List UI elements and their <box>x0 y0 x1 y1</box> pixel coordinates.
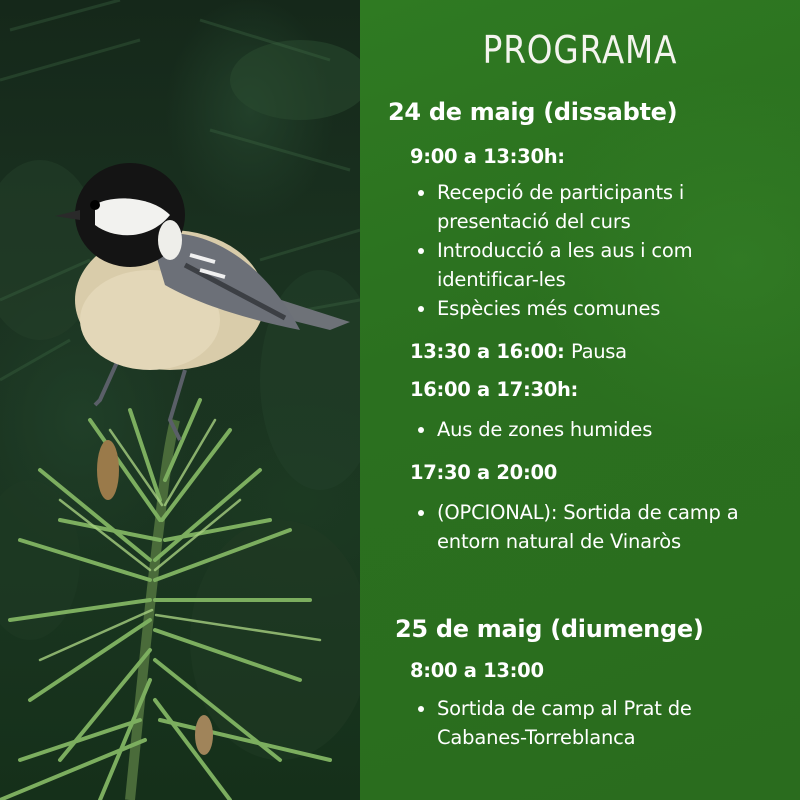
coal-tit-illustration <box>0 0 360 800</box>
session-time: 8:00 a 13:00 <box>410 659 544 682</box>
session-time-label: 13:30 a 16:00: <box>410 340 565 363</box>
session-items <box>416 498 786 556</box>
day-heading: 25 de maig (diumenge) <box>395 615 704 643</box>
session-time: 17:30 a 20:00 <box>410 461 557 484</box>
session-items <box>416 694 786 752</box>
session-items <box>416 178 786 323</box>
session-time: 16:00 a 17:30h: <box>410 378 579 401</box>
session-items <box>416 415 786 444</box>
bird-photo <box>0 0 360 800</box>
list-item: Sortida de camp al Prat de Cabanes-Torreblanca <box>416 694 786 752</box>
session-time <box>410 340 627 363</box>
background-foliage <box>0 40 360 760</box>
session-time: 9:00 a 13:30h: <box>410 145 565 168</box>
list-item: (OPCIONAL): Sortida de camp a entorn natural de Vinaròs <box>416 498 786 556</box>
program-panel <box>360 0 800 800</box>
session-note: Pausa <box>570 340 627 363</box>
list-item: Aus de zones humides <box>416 415 786 444</box>
program-title: PROGRAMA <box>482 28 678 72</box>
list-item: Introducció a les aus i com identificar-les <box>416 236 786 294</box>
list-item: Recepció de participants i presentació del curs <box>416 178 786 236</box>
list-item: Espècies més comunes <box>416 294 786 323</box>
day-heading: 24 de maig (dissabte) <box>388 98 678 126</box>
